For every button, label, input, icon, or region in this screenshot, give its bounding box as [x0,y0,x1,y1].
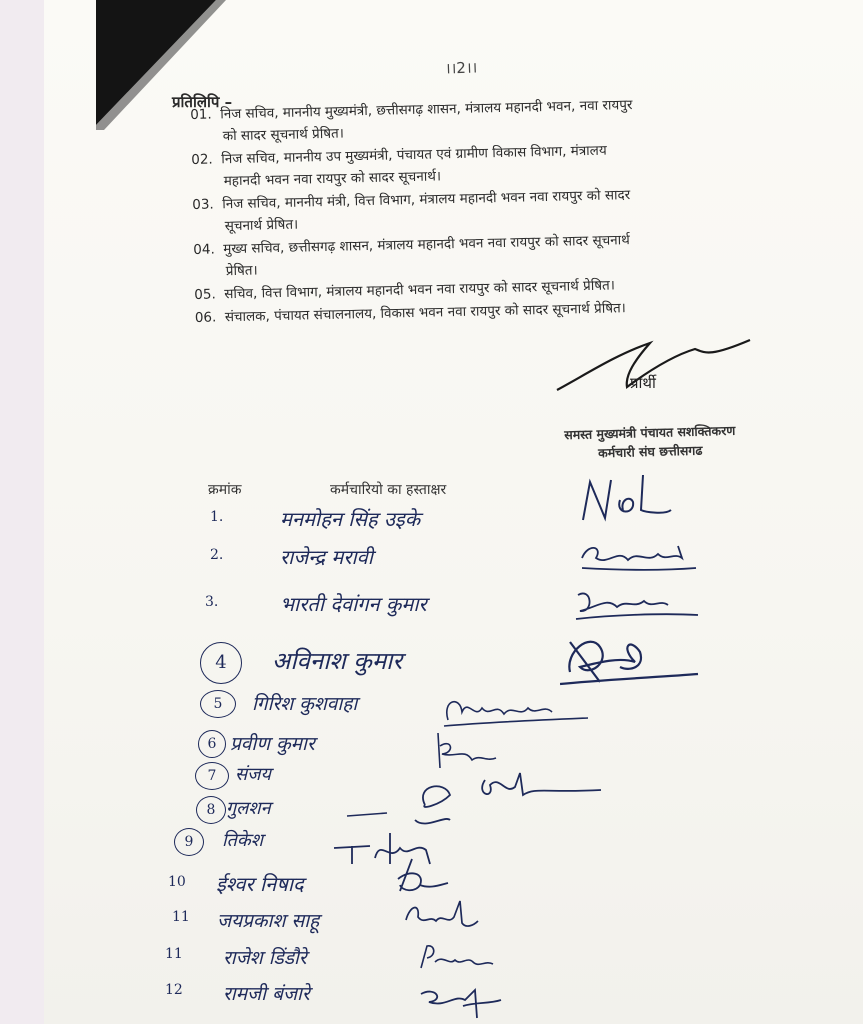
employee-number: 5 [200,690,236,718]
item-number: 06. [194,309,217,326]
item-text-continued: प्रेषित। [225,262,258,280]
copy-to-list [190,90,795,330]
serial-column-header: क्रमांक [208,482,242,498]
employee-number: 6 [198,730,226,758]
employee-number: 9 [174,828,204,856]
employee-dash-mark [345,810,390,820]
item-number: 02. [191,151,213,168]
employee-number: 3. [205,594,219,610]
employee-signature [390,855,450,895]
employee-signature [415,940,495,972]
item-text: मुख्य सचिव, छत्तीसगढ़ शासन, मंत्रालय महानदी भवन नवा रायपुर को सादर सूचनार्थ [223,232,631,258]
employee-signature [415,980,505,1020]
employee-name: जयप्रकाश साहू [217,910,320,932]
employee-name: गिरिश कुशवाहा [252,693,358,715]
employee-number: 2. [210,547,224,563]
item-number: 05. [194,286,216,303]
item-text: निज सचिव, माननीय मंत्री, वित्त विभाग, मंत्रालय महानदी भवन नवा रायपुर को सादर [222,187,631,213]
item-number: 03. [192,196,214,213]
employee-number: 11 [165,946,183,962]
employee-signature [405,765,605,835]
employee-name: मनमोहन सिंह उइके [280,507,421,531]
item-number: 04. [193,241,215,258]
applicant-label: प्रार्थी [630,374,656,392]
page-number: ।।2।। [444,58,478,78]
item-text: संचालक, पंचायत संचालनालय, विकास भवन नवा रायपुर को सादर सूचनार्थ प्रेषित। [224,300,627,326]
left-margin-strip [0,0,44,1024]
item-text: निज सचिव, माननीय उप मुख्यमंत्री, पंचायत एवं ग्रामीण विकास विभाग, मंत्रालय [221,142,607,168]
employee-number: 4 [200,642,242,684]
employee-number: 1. [210,509,224,525]
item-text: निज सचिव, माननीय मुख्यमंत्री, छत्तीसगढ़ शासन, मंत्रालय महानदी भवन, नवा रायपुर [220,96,633,123]
employee-signature [400,895,480,935]
employee-name: राजेश डिंडौरे [223,947,307,969]
employee-number: 8 [196,796,226,824]
signature-column-header: कर्मचारियो का हस्ताक्षर [330,482,447,498]
employee-signature [560,622,700,692]
employee-name: रामजी बंजारे [223,983,310,1005]
organization-line-1: समस्त मुख्यमंत्री पंचायत सशक्तिकरण [564,422,736,443]
employee-signature [578,538,698,574]
item-text-continued: को सादर सूचनार्थ प्रेषित। [222,125,345,145]
employee-signature [575,470,675,530]
employee-name: राजेन्द्र मरावी [280,545,373,569]
item-text-continued: सूचनार्थ प्रेषित। [224,216,299,235]
employee-name: भारती देवांगन कुमार [280,592,427,616]
item-number: 01. [190,106,212,123]
organization-line-2: कर्मचारी संघ छत्तीसगढ [597,442,703,461]
organization-name [510,419,791,464]
item-text-continued: महानदी भवन नवा रायपुर को सादर सूचनार्थ। [223,168,442,190]
copy-to-heading: प्रतिलिपि – [172,93,233,111]
employee-number: 10 [168,874,186,890]
employee-name: संजय [235,764,271,785]
employee-number: 12 [165,982,183,998]
employee-name: अविनाश कुमार [272,647,403,675]
employee-signature [440,690,590,730]
employee-name: गुलशन [226,798,271,819]
employee-name: ईश्वर निषाद [216,872,304,896]
employee-signature [572,585,702,625]
employee-number: 7 [195,762,229,790]
employee-name: तिकेश [222,830,263,851]
item-text: सचिव, वित्त विभाग, मंत्रालय महानदी भवन नवा रायपुर को सादर सूचनार्थ प्रेषित। [224,277,616,303]
employee-number: 11 [172,909,190,925]
employee-name: प्रवीण कुमार [230,733,315,755]
